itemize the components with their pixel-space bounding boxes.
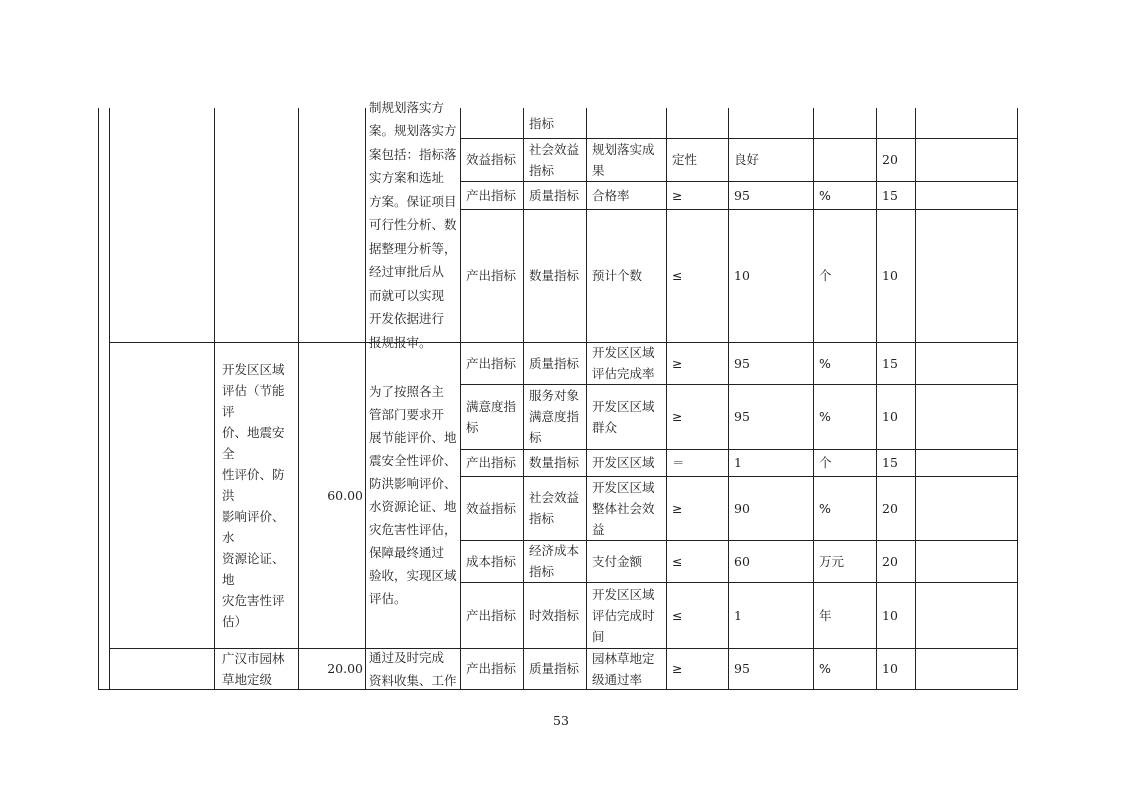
indicator-unit: 万元 — [819, 553, 845, 569]
indicator-unit: 个 — [819, 268, 832, 283]
cell-line: 果 — [592, 162, 605, 178]
indicator-level2 — [529, 476, 584, 540]
cell-line: 展节能评价、地 — [369, 430, 457, 445]
cell-line: 效益指标 — [466, 500, 517, 516]
cell-line: 合格率 — [592, 187, 630, 203]
indicator-score: 15 — [882, 455, 898, 470]
table-vline — [365, 108, 366, 690]
cell-line: 影响评价、水 — [222, 508, 285, 545]
cell-line: 成本指标 — [466, 553, 517, 569]
indicator-level2 — [529, 138, 584, 181]
indicator-unit: 年 — [819, 607, 832, 623]
indicator-value: 1 — [734, 607, 742, 623]
cell-line: 满意度指 — [466, 398, 517, 414]
cell-line: 开发依据进行 — [369, 311, 445, 327]
indicator-name — [592, 108, 664, 138]
indicator-unit: % — [819, 661, 831, 676]
indicator-score: 15 — [882, 355, 898, 371]
cell-line: 产出指标 — [466, 455, 517, 470]
cell-line: 产出指标 — [466, 607, 517, 623]
indicator-score: 10 — [882, 661, 898, 676]
indicator-unit — [819, 108, 874, 138]
cell-line: 实方案和选址 — [369, 170, 445, 186]
cell-line: 指标 — [529, 115, 555, 131]
indicator-level1 — [466, 108, 521, 138]
cell-line: 资料收集、工作 — [369, 672, 457, 688]
page-number: 53 — [553, 713, 569, 728]
indicator-operator: ≥ — [672, 661, 683, 676]
indicator-score — [882, 108, 913, 138]
indicator-score: 15 — [882, 187, 898, 203]
cell-line: 可行性分析、数 — [369, 217, 457, 233]
indicator-score: 20 — [882, 152, 898, 167]
indicator-operator: ≥ — [672, 409, 683, 424]
indicator-operator: ≤ — [672, 268, 683, 283]
project-name — [222, 648, 296, 689]
indicator-operator — [672, 108, 726, 138]
cell-line: 据整理分析等， — [369, 240, 457, 256]
indicator-level1 — [466, 342, 521, 384]
cell-line: 性评价、防洪 — [222, 466, 285, 503]
indicator-level1 — [466, 582, 521, 648]
indicator-operator: ≥ — [672, 500, 683, 516]
indicator-operator: 定性 — [672, 152, 698, 167]
cell-line: 灾危害性评 — [222, 592, 285, 608]
indicator-value — [734, 108, 811, 138]
indicator-value: 95 — [734, 661, 750, 676]
cell-line: 时效指标 — [529, 607, 580, 623]
cell-line: 震安全性评价、 — [369, 453, 457, 468]
indicator-value: 60 — [734, 553, 750, 569]
cell-line: 园林草地定 — [592, 650, 655, 666]
table-vline — [915, 108, 916, 690]
cell-line: 整体社会效 — [592, 500, 655, 516]
indicator-level1: 产出指标 — [466, 268, 517, 283]
cell-line: 案。规划落实方 — [369, 123, 457, 139]
indicator-score: 10 — [882, 409, 898, 424]
indicator-level1 — [466, 384, 521, 449]
cell-line: 制规划落实方 — [369, 99, 445, 115]
table-vline — [109, 108, 110, 690]
cell-line: 指标 — [529, 564, 555, 579]
cell-line: 满意度指 — [529, 409, 580, 424]
table-left-border — [98, 108, 99, 690]
cell-line: 广汉市园林 — [222, 650, 285, 666]
cell-line: 而就可以实现 — [369, 287, 445, 303]
indicator-level1 — [466, 449, 521, 476]
indicator-value: 95 — [734, 187, 750, 203]
cell-line: 群众 — [592, 419, 618, 435]
indicator-score: 20 — [882, 500, 898, 516]
indicator-name — [592, 582, 664, 648]
table-vline — [728, 108, 729, 690]
cell-line: 开发区区域 — [222, 361, 285, 377]
indicator-level2 — [529, 648, 584, 689]
cell-line: 案包括：指标落 — [369, 146, 457, 162]
cell-line: 价、地震安全 — [222, 424, 285, 461]
indicator-value: 10 — [734, 268, 750, 283]
indicator-operator: ≤ — [672, 553, 683, 569]
indicator-name — [592, 384, 664, 449]
cell-line: 经过审批后从 — [369, 264, 445, 280]
indicator-unit: 个 — [819, 455, 832, 470]
table-vline — [813, 108, 814, 690]
indicator-name — [592, 449, 664, 476]
indicator-level2 — [529, 209, 584, 342]
indicator-score: 20 — [882, 553, 898, 569]
project-description — [369, 99, 458, 350]
indicator-value: 90 — [734, 500, 750, 516]
cell-line: 方案。保证项目 — [369, 193, 457, 209]
cell-line: 管部门要求开 — [369, 407, 445, 422]
table-vline — [666, 108, 667, 690]
indicator-level1 — [466, 476, 521, 540]
indicator-unit — [819, 138, 874, 181]
indicator-level2 — [529, 449, 584, 476]
cell-line: 产出指标 — [466, 661, 517, 676]
cell-line: 保障最终通过 — [369, 545, 445, 560]
indicator-level2 — [529, 342, 584, 384]
indicator-unit: % — [819, 355, 831, 371]
cell-line: 级通过率 — [592, 671, 643, 687]
cell-line: 灾危害性评估， — [369, 522, 457, 537]
indicator-name — [592, 138, 664, 181]
indicator-unit: % — [819, 500, 831, 516]
cell-line: 为了按照各主 — [369, 384, 445, 399]
indicator-name — [592, 540, 664, 582]
cell-line: 服务对象 — [529, 388, 580, 403]
cell-line: 开发区区域 — [592, 345, 655, 360]
indicator-name — [592, 181, 664, 209]
cell-line: 社会效益 — [529, 141, 580, 157]
cell-line: 开发区区域 — [592, 586, 655, 602]
indicator-value: 95 — [734, 355, 750, 371]
indicator-score: 10 — [882, 268, 898, 283]
cell-line: 水资源论证、地 — [369, 499, 457, 514]
project-name — [222, 342, 296, 648]
cell-line: 报规报审。 — [369, 334, 432, 350]
indicator-operator: ＝ — [672, 455, 685, 470]
indicator-score: 10 — [882, 607, 898, 623]
cell-line: 指标 — [529, 511, 555, 526]
cell-line: 质量指标 — [529, 187, 580, 203]
indicator-level1 — [466, 648, 521, 689]
cell-line: 支付金额 — [592, 553, 643, 569]
indicator-operator: ≥ — [672, 187, 683, 203]
cell-line: 标 — [529, 430, 542, 445]
cell-line: 开发区区域 — [592, 398, 655, 414]
indicator-level2 — [529, 384, 584, 449]
cell-line: 经济成本 — [529, 543, 580, 558]
cell-line: 评估完成率 — [592, 366, 655, 381]
indicator-unit: % — [819, 409, 831, 424]
indicator-level2 — [529, 540, 584, 582]
table-vline — [298, 108, 299, 690]
table-vline — [214, 108, 215, 690]
cell-line: 评估（节能评 — [222, 382, 285, 419]
cell-line: 标 — [466, 419, 479, 435]
table-vline — [523, 108, 524, 690]
cell-line: 草地定级 — [222, 671, 273, 687]
cell-line: 估） — [222, 613, 248, 629]
project-amount: 20.00 — [327, 661, 363, 676]
indicator-level2 — [529, 582, 584, 648]
indicator-operator: ≥ — [672, 355, 683, 371]
cell-line: 社会效益 — [529, 490, 580, 505]
cell-line: 质量指标 — [529, 355, 580, 371]
cell-line: 防洪影响评价、 — [369, 476, 457, 491]
cell-line: 开发区区域 — [592, 455, 655, 470]
table-vline — [460, 108, 461, 690]
table-vline — [586, 108, 587, 690]
cell-line: 评估。 — [369, 591, 407, 606]
cell-line: 质量指标 — [529, 661, 580, 676]
indicator-value: 良好 — [734, 152, 760, 167]
indicator-level1: 产出指标 — [466, 187, 517, 203]
indicator-level1: 效益指标 — [466, 152, 517, 167]
project-description — [369, 648, 458, 689]
table-vline — [876, 108, 877, 690]
cell-line: 评估完成时 — [592, 607, 655, 623]
indicator-level2 — [529, 108, 584, 138]
cell-line: 预计个数 — [592, 268, 643, 283]
cell-line: 通过及时完成 — [369, 649, 445, 665]
cell-line: 指标 — [529, 162, 555, 178]
indicator-value: 1 — [734, 455, 742, 470]
indicator-unit: % — [819, 187, 831, 203]
cell-line: 开发区区域 — [592, 479, 655, 495]
table-right-border — [1017, 108, 1018, 690]
indicator-name — [592, 342, 664, 384]
cell-line: 间 — [592, 628, 605, 644]
indicator-name — [592, 648, 664, 689]
cell-line: 验收，实现区域 — [369, 568, 457, 583]
cell-line: 数量指标 — [529, 268, 580, 283]
cell-line: 数量指标 — [529, 455, 580, 470]
indicator-name — [592, 209, 664, 342]
indicator-operator: ≤ — [672, 607, 683, 623]
cell-line: 规划落实成 — [592, 141, 655, 157]
cell-line: 益 — [592, 521, 605, 537]
indicator-level2 — [529, 181, 584, 209]
indicator-level1 — [466, 540, 521, 582]
project-description — [369, 342, 458, 648]
cell-line: 资源论证、地 — [222, 550, 285, 587]
cell-line: 产出指标 — [466, 355, 517, 371]
indicator-value: 95 — [734, 409, 750, 424]
project-amount: 60.00 — [327, 487, 363, 503]
indicator-name — [592, 476, 664, 540]
